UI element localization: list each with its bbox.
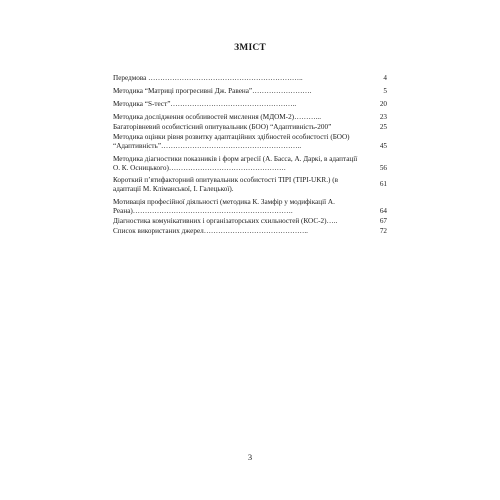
toc-entry-aggression	[113, 155, 387, 173]
toc-title: ЗМІСТ	[234, 43, 266, 53]
toc-entry-text: Короткий п’ятифакторний опитувальник особистості ТІРІ (ТІРІ-UKR.) (в адаптації М. Кліманської, І. Галецької).	[113, 176, 338, 193]
toc-entry-text: Передмова ………………………………………………………..	[113, 74, 303, 82]
toc-entry-text: Методика діагностики показників і форм агресії (А. Басса, А. Даркі, в адаптації О. К. Осницького)………………………………………….	[113, 155, 358, 172]
toc-entry-page: 61	[379, 180, 387, 188]
toc-entry-page: 67	[379, 217, 387, 225]
toc-entry-text: Методика “Матриці прогресивні Дж. Равена”…………………….	[113, 87, 312, 95]
toc-entry-raven	[113, 87, 387, 96]
toc-entry-page: 72	[379, 227, 387, 235]
toc-entry-text: Методика оцінки рівня розвитку адаптаційних здібностей особистості (БОО) “Адаптивність”…………………………………………………..	[113, 133, 350, 150]
toc-entry-adaptivity	[113, 133, 387, 151]
toc-entry-text: Діагностика комунікативних і організаторських схильностей (КОС-2)…..	[113, 217, 338, 225]
toc-entry-preface	[113, 74, 387, 83]
toc-entry-page: 20	[379, 100, 387, 108]
toc-entry-kos	[113, 217, 387, 226]
toc-entry-mdom	[113, 113, 387, 122]
toc-entry-page: 5	[383, 87, 387, 95]
toc-entry-page: 56	[379, 164, 387, 172]
toc-entry-boo-200	[113, 123, 387, 132]
page-number: 3	[247, 452, 253, 462]
toc-entry-references	[113, 227, 387, 236]
toc-entry-page: 64	[379, 207, 387, 215]
toc-entry-page: 45	[379, 142, 387, 150]
toc-entry-text: Методика “S-тест”……………………………………………..	[113, 100, 297, 108]
toc-entry-text: Багаторівневий особистісний опитувальник (БОО) “Адаптивність-200”	[113, 123, 332, 131]
toc-entry-text: Список використаних джерел……………………………………..	[113, 227, 308, 235]
toc-entry-page: 25	[379, 123, 387, 131]
toc-entry-tipi	[113, 176, 387, 194]
toc-entry-s-test	[113, 100, 387, 109]
toc-entry-text: Мотивація професійної діяльності (методика К. Замфір у модифікації А. Реана)………………………………………………………….	[113, 198, 335, 215]
table-of-contents	[113, 70, 387, 236]
toc-entry-page: 4	[383, 74, 387, 82]
toc-entry-motivation	[113, 198, 387, 216]
toc-entry-page: 23	[379, 113, 387, 121]
toc-entry-text: Методика дослідження особливостей мислення (МДОМ-2)………...	[113, 113, 322, 121]
